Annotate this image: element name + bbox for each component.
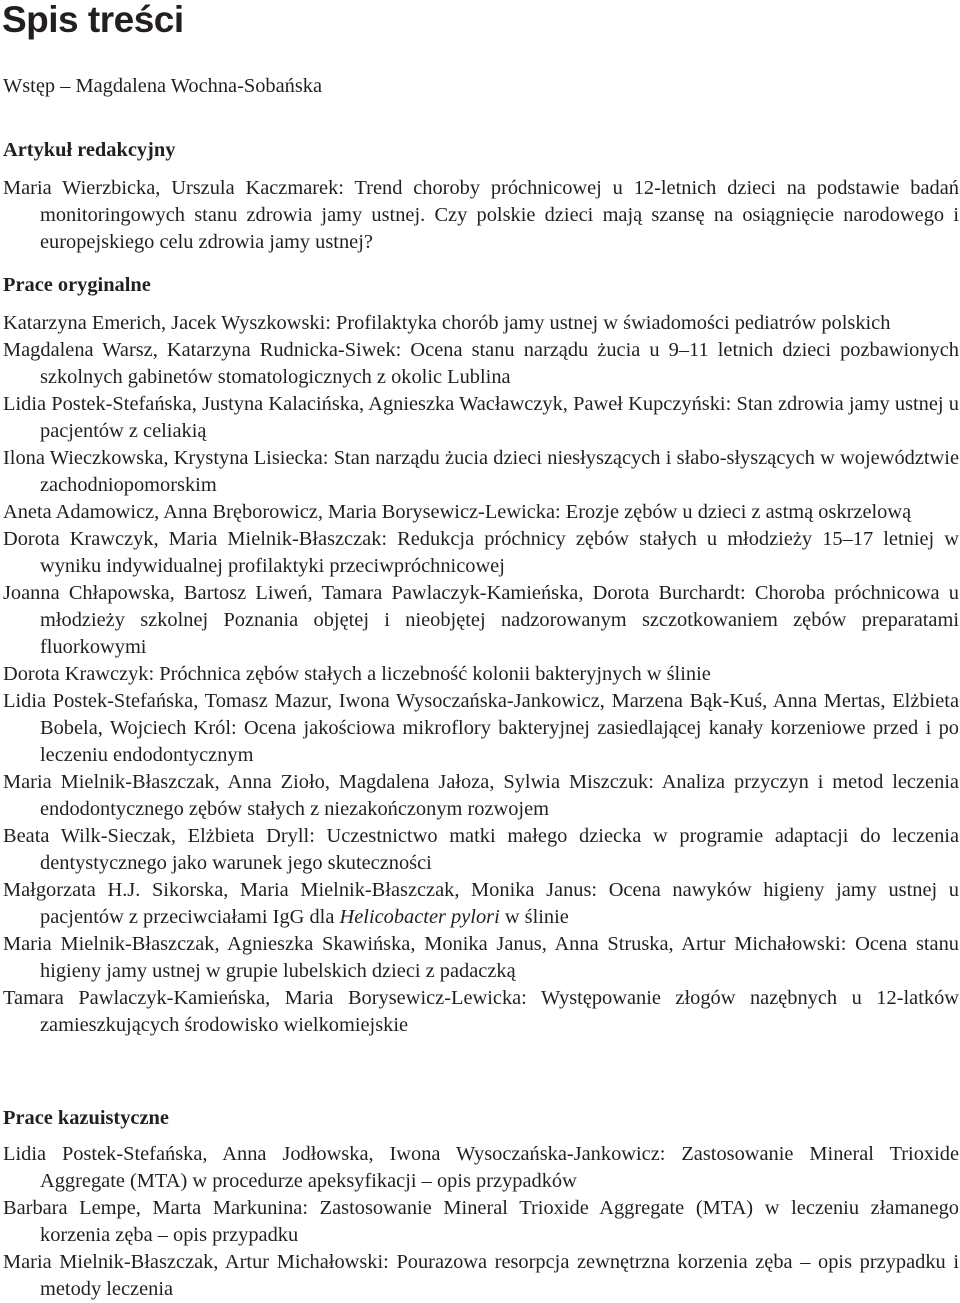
toc-entry: Tamara Pawlaczyk-Kamieńska, Maria Borysewicz-Lewicka: Występowanie złogów nazębnych u 12-​latków zamieszkujących środowisko wielkomiejskie [3, 987, 959, 1036]
toc-entry-helicobacter [3, 877, 959, 931]
toc-entry: Aneta Adamowicz, Anna Bręborowicz, Maria Borysewicz-Lewicka: Erozje zębów u dzieci z astmą oskrzelową [3, 501, 912, 523]
toc-entry: Lidia Postek-Stefańska, Justyna Kalacińska, Agnieszka Wacławczyk, Paweł Kupczyński: Stan zdrowia jamy ustnej u pacjentów z celiakią [3, 393, 959, 442]
section-heading-prace-oryginalne: Prace oryginalne [3, 274, 151, 296]
toc-entry: Joanna Chłapowska, Bartosz Liweń, Tamara Pawlaczyk-Kamieńska, Dorota Burchardt: Choroba próchnicowa u młodzieży szkolnej Poznania objętej i nieobjętej nadzorowanym szczotkowaniem zębów preparatami fluorkowymi [3, 582, 959, 658]
section-entries-prace-oryginalne [3, 310, 959, 1039]
entry-text-before: Małgorzata H.J. Sikorska, Maria Mielnik-Błaszczak, Monika Janus: Ocena nawyków higieny jamy ustnej u pacjentów z przeciwciałami IgG dla [3, 879, 959, 928]
toc-entry: Dorota Krawczyk: Próchnica zębów stałych a liczebność kolonii bakteryjnych w ślinie [3, 663, 711, 685]
page-title: Spis treści [2, 0, 184, 40]
toc-entry: Lidia Postek-Stefańska, Anna Jodłowska, Iwona Wysoczańska-Jankowicz: Zastosowanie Mineral Trioxide Aggregate (MTA) w procedurze apeksyfikacji – opis przypadków [3, 1143, 959, 1192]
entry-text-italic: Helicobacter pylori [339, 906, 500, 928]
toc-entry: Maria Mielnik-Błaszczak, Anna Zioło, Magdalena Jałoza, Sylwia Miszczuk: Analiza przyczyn i metod leczenia endodontycznego zębów stałych z niezakończonym rozwojem [3, 771, 959, 820]
intro-entry: Wstęp – Magdalena Wochna-Sobańska [3, 75, 323, 97]
toc-entry: Lidia Postek-Stefańska, Tomasz Mazur, Iwona Wysoczańska-Jankowicz, Marzena Bąk-Kuś, Anna Mertas, Elżbieta Bobela, Wojciech Król: Ocena jakościowa mikroflory bakteryjnej zasiedlającej kanały korzeniowe przed i po leczeniu endodontycznym [3, 690, 959, 766]
toc-entry: Dorota Krawczyk, Maria Mielnik-Błaszczak: Redukcja próchnicy zębów stałych u młodzieży 15–17 letniej w wyniku indywidualnej profilaktyki przeciwpróchnicowej [3, 528, 959, 577]
section-entries-artykul-redakcyjny [3, 175, 959, 256]
toc-entry: Maria Mielnik-Błaszczak, Artur Michałowski: Pourazowa resorpcja zewnętrzna korzenia zęba – opis przypadku i metody leczenia [3, 1251, 959, 1300]
toc-entry: Katarzyna Emerich, Jacek Wyszkowski: Profilaktyka chorób jamy ustnej w świadomości pediatrów polskich [3, 312, 891, 334]
toc-entry: Beata Wilk-Sieczak, Elżbieta Dryll: Uczestnictwo matki małego dziecka w programie adaptacji do leczenia dentystycznego jako warunek jego skuteczności [3, 825, 959, 874]
toc-entry: Maria Mielnik-Błaszczak, Agnieszka Skawińska, Monika Janus, Anna Struska, Artur Michałowski: Ocena stanu higieny jamy ustnej w grupie lubelskich dzieci z padaczką [3, 933, 959, 982]
toc-entry: Ilona Wieczkowska, Krystyna Lisiecka: Stan narządu żucia dzieci niesłyszących i słabo-słyszących w województwie zachodniopomorskim [3, 447, 959, 496]
toc-entry: Barbara Lempe, Marta Markunina: Zastosowanie Mineral Trioxide Aggregate (MTA) w leczeniu złamanego korzenia zęba – opis przypadku [3, 1197, 959, 1246]
section-heading-artykul-redakcyjny: Artykuł redakcyjny [3, 139, 176, 161]
entry-text-after: w ślinie [499, 906, 569, 928]
section-heading-prace-kazuistyczne: Prace kazuistyczne [3, 1107, 169, 1129]
section-entries-prace-kazuistyczne [3, 1141, 959, 1303]
toc-entry: Magdalena Warsz, Katarzyna Rudnicka-Siwek: Ocena stanu narządu żucia u 9–11 letnich dzieci pozbawionych szkolnych gabinetów stomatologicznych z okolic Lublina [3, 339, 959, 388]
toc-entry: Maria Wierzbicka, Urszula Kaczmarek: Trend choroby próchnicowej u 12-letnich dzieci na podstawie badań monitoringowych stanu zdrowia jamy ustnej. Czy polskie dzieci mają szansę na osiągnięcie narodowego i europejskiego celu zdrowia jamy ustnej? [3, 177, 959, 253]
